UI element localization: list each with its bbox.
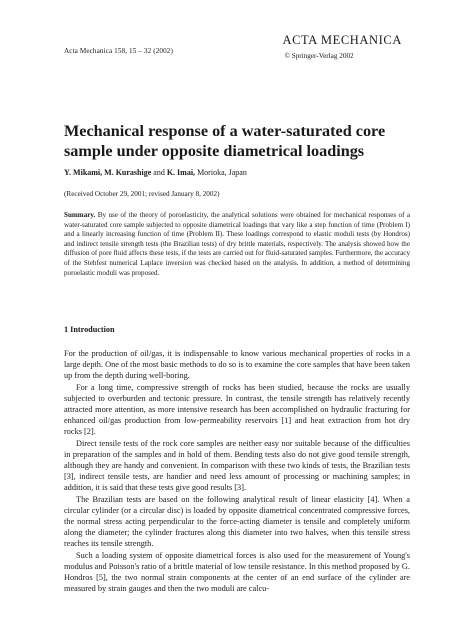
paragraph: Such a loading system of opposite diametrical forces is also used for the measurement of Young's modulus and Poisson's ratio of a brittle material of low tensile resistance. In this method proposed by G. Hondros [5], the two normal strain components at the center of an end surface of the cylinder are measured by strain gauges and then the two moduli are calcu-	[64, 550, 410, 594]
paragraph: For a long time, compressive strength of rocks has been studied, because the rocks are usually subjected to overburden and tectonic pressure. In contrast, the tensile strength has relatively recently attracted more attention, as more intensive research has been accomplished on hydraulic fracturing for enhanced oil/gas production from low-permeability reservoirs [1] and heat extraction from hot dry rocks [2].	[64, 382, 410, 437]
author-conjunction: and	[151, 168, 167, 177]
author-name-third: K. Imai,	[166, 168, 196, 177]
paragraph: The Brazilian tests are based on the following analytical result of linear elasticity [4]. When a circular cylinder (or a circular disc) is loaded by opposite diametrical concentrated compressive forces, the normal stress acting perpendicular to the force-acting diameter is tensile and completely uniform along the diameter; the cylinder fractures along this diameter into two halves, when this tensile stress reaches its tensile strength.	[64, 494, 410, 549]
abstract	[64, 211, 410, 278]
author-affiliation: Morioka, Japan	[195, 168, 247, 177]
journal-name: ACTA MECHANICA	[282, 33, 402, 47]
article-title: Mechanical response of a water-saturated core sample under opposite diametrical loadings	[64, 122, 386, 160]
journal-masthead	[282, 33, 402, 60]
journal-citation: Acta Mechanica 158, 15 – 32 (2002)	[64, 47, 173, 55]
paragraph: Direct tensile tests of the rock core samples are neither easy nor suitable because of the difficulties in preparation of the samples and in hold of them. Bending tests also do not give good tensile strength, although they are handy and convenient. In comparison with these two kinds of tests, the Brazilian tests [3], indirect tensile tests, are handier and need less amount of processing or machining samples; in addition, it is said that these tests give good results [3].	[64, 438, 410, 493]
section-heading: 1 Introduction	[64, 325, 115, 334]
copyright-notice: © Springer-Verlag 2002	[284, 52, 354, 60]
received-dates: (Received October 29, 2001; revised January 8, 2002)	[64, 190, 220, 198]
paragraph: For the production of oil/gas, it is indispensable to know various mechanical properties of rocks in a large depth. One of the most basic methods to do so is to examine the core samples that have been taken up from the depth during well-boring.	[64, 349, 410, 381]
abstract-label: Summary.	[64, 211, 96, 219]
author-names: Y. Mikami, M. Kurashige	[64, 168, 152, 177]
abstract-text: By use of the theory of poroelasticity, the analytical solutions were obtained for mechanical responses of a water-saturated core sample subjected to opposite diametrical loadings that vary like a step function of time (Problem I) and a linearly increasing function of time (Problem II). These loadings correspond to elastic moduli tests (by Hondros) and indirect tensile strength tests (the Brazilian tests) of dry brittle materials, respectively. The analysis showed how the diffusion of pore fluid affects these tests, if the tests are carried out for fluid-saturated samples. Furthermore, the accuracy of the Stehfest numerical Laplace inversion was checked based on the analysis. In addition, a method of determining poroelastic moduli was proposed.	[64, 211, 410, 277]
section-body	[64, 348, 410, 594]
author-line	[64, 168, 247, 177]
